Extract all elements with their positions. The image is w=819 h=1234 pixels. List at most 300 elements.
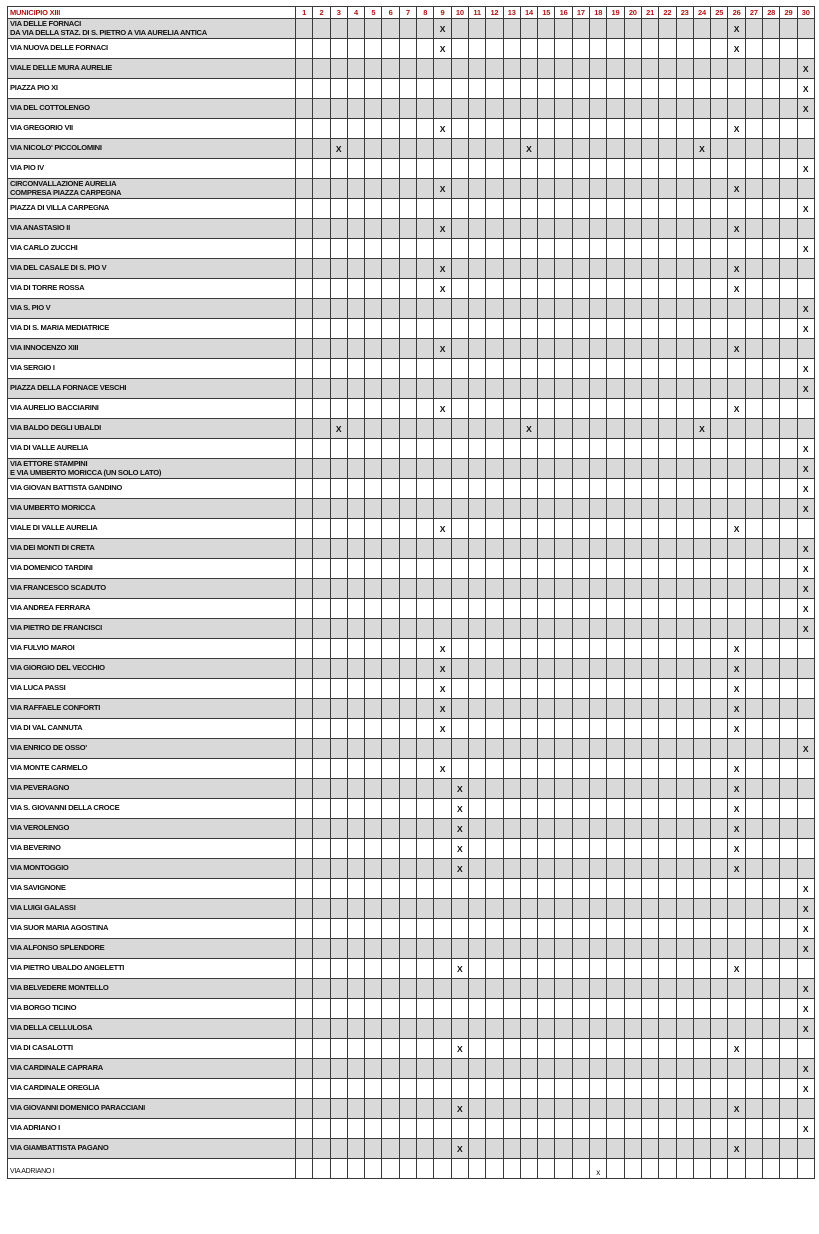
day-cell: [711, 919, 728, 939]
day-cell: [520, 1019, 537, 1039]
day-cell: [763, 219, 780, 239]
day-cell: [382, 699, 399, 719]
day-cell: [555, 459, 572, 479]
day-cell: [728, 419, 745, 439]
day-cell: [330, 199, 347, 219]
day-cell: [296, 199, 313, 219]
scheduled-mark: X: [434, 19, 451, 39]
day-cell: [382, 1039, 399, 1059]
day-cell: [659, 39, 676, 59]
day-cell: [555, 59, 572, 79]
day-cell: [624, 759, 641, 779]
day-cell: [676, 499, 693, 519]
day-cell: [624, 99, 641, 119]
day-header-24: 24: [693, 7, 710, 19]
day-cell: [676, 1139, 693, 1159]
day-cell: [503, 1099, 520, 1119]
day-cell: [434, 1159, 451, 1179]
day-cell: [624, 159, 641, 179]
day-cell: [399, 719, 416, 739]
day-cell: [590, 459, 607, 479]
day-cell: [434, 459, 451, 479]
day-cell: [763, 759, 780, 779]
day-cell: [330, 519, 347, 539]
day-cell: [763, 279, 780, 299]
day-cell: [468, 659, 485, 679]
day-cell: [399, 299, 416, 319]
day-cell: [693, 379, 710, 399]
day-cell: [624, 219, 641, 239]
scheduled-mark: X: [728, 279, 745, 299]
day-cell: [745, 1019, 762, 1039]
day-cell: [365, 1119, 382, 1139]
day-header-2: 2: [313, 7, 330, 19]
day-cell: [296, 859, 313, 879]
street-name: [8, 819, 296, 839]
day-cell: [797, 119, 814, 139]
day-cell: [365, 899, 382, 919]
day-cell: [676, 419, 693, 439]
scheduled-mark: X: [797, 539, 814, 559]
day-cell: [745, 699, 762, 719]
day-cell: [728, 439, 745, 459]
day-cell: [572, 1139, 589, 1159]
day-cell: [347, 439, 364, 459]
day-cell: [693, 1059, 710, 1079]
day-cell: [641, 599, 658, 619]
day-cell: [555, 599, 572, 619]
day-cell: [607, 99, 624, 119]
day-cell: [745, 479, 762, 499]
day-cell: [296, 339, 313, 359]
day-cell: [382, 419, 399, 439]
day-cell: [797, 859, 814, 879]
day-cell: [797, 699, 814, 719]
day-cell: [347, 699, 364, 719]
day-cell: [347, 339, 364, 359]
day-cell: [347, 639, 364, 659]
day-cell: [538, 199, 555, 219]
day-cell: [451, 119, 468, 139]
day-cell: [486, 159, 503, 179]
day-cell: [641, 99, 658, 119]
day-cell: [711, 259, 728, 279]
day-cell: [745, 19, 762, 39]
day-cell: [659, 159, 676, 179]
street-name-line: VIA SUOR MARIA AGOSTINA: [10, 923, 109, 933]
day-cell: [399, 1159, 416, 1179]
day-cell: [520, 839, 537, 859]
day-cell: [468, 559, 485, 579]
day-cell: [555, 1059, 572, 1079]
day-cell: [607, 19, 624, 39]
day-cell: [572, 579, 589, 599]
street-name-line: PIAZZA DI VILLA CARPEGNA: [10, 203, 109, 213]
header-row: [8, 7, 815, 19]
day-cell: [590, 799, 607, 819]
day-cell: [330, 919, 347, 939]
day-cell: [486, 839, 503, 859]
scheduled-mark: X: [797, 79, 814, 99]
day-cell: [711, 499, 728, 519]
day-cell: [434, 939, 451, 959]
day-cell: [797, 839, 814, 859]
day-cell: [399, 559, 416, 579]
scheduled-mark: X: [728, 779, 745, 799]
day-cell: [417, 719, 434, 739]
street-name-line: VIA ADRIANO I: [10, 1123, 60, 1133]
day-header-27: 27: [745, 7, 762, 19]
day-cell: [330, 1099, 347, 1119]
day-cell: [728, 1119, 745, 1139]
day-cell: [780, 299, 797, 319]
day-cell: [538, 599, 555, 619]
table-row: [8, 1139, 815, 1159]
day-cell: [382, 439, 399, 459]
scheduled-mark: X: [451, 859, 468, 879]
day-cell: [313, 399, 330, 419]
day-cell: [486, 1159, 503, 1179]
day-cell: [572, 319, 589, 339]
day-cell: [434, 1059, 451, 1079]
day-cell: [313, 119, 330, 139]
day-cell: [296, 179, 313, 199]
day-cell: [399, 139, 416, 159]
day-cell: [434, 999, 451, 1019]
day-cell: [347, 399, 364, 419]
day-cell: [365, 919, 382, 939]
street-name: [8, 399, 296, 419]
day-cell: [590, 559, 607, 579]
day-cell: [468, 459, 485, 479]
day-cell: [607, 459, 624, 479]
day-cell: [520, 499, 537, 519]
day-cell: [417, 399, 434, 419]
day-cell: [745, 39, 762, 59]
day-cell: [468, 1059, 485, 1079]
day-cell: [330, 599, 347, 619]
day-cell: [503, 59, 520, 79]
day-cell: [572, 1099, 589, 1119]
day-cell: [296, 59, 313, 79]
day-cell: [382, 219, 399, 239]
day-cell: [382, 199, 399, 219]
street-name: [8, 519, 296, 539]
day-cell: [607, 699, 624, 719]
table-row: [8, 499, 815, 519]
day-cell: [399, 679, 416, 699]
day-cell: [399, 459, 416, 479]
day-cell: [538, 239, 555, 259]
day-cell: [607, 399, 624, 419]
day-cell: [572, 899, 589, 919]
day-cell: [763, 659, 780, 679]
day-cell: [451, 99, 468, 119]
scheduled-mark: X: [434, 399, 451, 419]
day-cell: [503, 599, 520, 619]
day-cell: [520, 259, 537, 279]
day-cell: [590, 359, 607, 379]
day-cell: [555, 359, 572, 379]
street-name: [8, 479, 296, 499]
table-row: [8, 439, 815, 459]
day-cell: [296, 659, 313, 679]
day-cell: [451, 399, 468, 419]
day-cell: [417, 139, 434, 159]
day-cell: [676, 79, 693, 99]
day-cell: [780, 819, 797, 839]
day-cell: [503, 839, 520, 859]
day-cell: [538, 539, 555, 559]
day-cell: [365, 579, 382, 599]
day-cell: [503, 619, 520, 639]
day-cell: [745, 1039, 762, 1059]
day-cell: [607, 979, 624, 999]
day-cell: [451, 59, 468, 79]
day-cell: [347, 799, 364, 819]
day-cell: [538, 339, 555, 359]
day-cell: [313, 339, 330, 359]
day-header-20: 20: [624, 7, 641, 19]
day-cell: [468, 299, 485, 319]
day-cell: [711, 199, 728, 219]
day-cell: [313, 819, 330, 839]
day-cell: [538, 859, 555, 879]
day-cell: [659, 999, 676, 1019]
day-cell: [624, 799, 641, 819]
day-cell: [711, 999, 728, 1019]
day-cell: [590, 1059, 607, 1079]
day-cell: [745, 419, 762, 439]
day-cell: [538, 1099, 555, 1119]
day-cell: [745, 1139, 762, 1159]
street-name: [8, 119, 296, 139]
day-cell: [745, 839, 762, 859]
day-cell: [365, 479, 382, 499]
day-cell: [693, 919, 710, 939]
day-cell: [711, 1059, 728, 1079]
day-cell: [641, 559, 658, 579]
day-cell: [347, 379, 364, 399]
street-name-line: VIA DI CASALOTTI: [10, 1043, 73, 1053]
day-cell: [538, 979, 555, 999]
table-row: [8, 379, 815, 399]
street-name-line: VIA DELLA CELLULOSA: [10, 1023, 93, 1033]
day-cell: [520, 19, 537, 39]
day-cell: [763, 959, 780, 979]
day-cell: [468, 179, 485, 199]
day-cell: [624, 539, 641, 559]
day-cell: [676, 1039, 693, 1059]
scheduled-mark: X: [797, 199, 814, 219]
day-cell: [572, 1079, 589, 1099]
day-cell: [520, 779, 537, 799]
day-cell: [728, 1019, 745, 1039]
day-cell: [451, 219, 468, 239]
street-name: [8, 659, 296, 679]
day-cell: [330, 119, 347, 139]
day-cell: [676, 139, 693, 159]
day-cell: [659, 539, 676, 559]
day-cell: [365, 959, 382, 979]
day-cell: [382, 639, 399, 659]
day-cell: [745, 719, 762, 739]
day-cell: [520, 39, 537, 59]
street-name: [8, 159, 296, 179]
day-cell: [486, 679, 503, 699]
day-cell: [313, 659, 330, 679]
scheduled-mark: X: [797, 1119, 814, 1139]
day-cell: [641, 939, 658, 959]
day-cell: [417, 799, 434, 819]
day-cell: [313, 519, 330, 539]
day-cell: [330, 1159, 347, 1179]
day-cell: [780, 399, 797, 419]
day-cell: [451, 759, 468, 779]
day-cell: [468, 499, 485, 519]
day-cell: [365, 799, 382, 819]
day-cell: [434, 959, 451, 979]
day-cell: [676, 819, 693, 839]
day-cell: [382, 1099, 399, 1119]
day-cell: [520, 379, 537, 399]
day-cell: [330, 39, 347, 59]
day-cell: [330, 879, 347, 899]
day-cell: [676, 1019, 693, 1039]
street-name: [8, 719, 296, 739]
day-cell: [365, 639, 382, 659]
day-cell: [330, 559, 347, 579]
street-name-line: DA VIA DELLA STAZ. DI S. PIETRO A VIA AURELIA ANTICA: [10, 27, 207, 37]
day-cell: [693, 739, 710, 759]
day-cell: [468, 979, 485, 999]
day-cell: [659, 1079, 676, 1099]
day-cell: [347, 139, 364, 159]
day-cell: [641, 179, 658, 199]
day-cell: [711, 579, 728, 599]
day-cell: [399, 859, 416, 879]
scheduled-mark: X: [451, 819, 468, 839]
day-cell: [659, 299, 676, 319]
day-cell: [572, 139, 589, 159]
day-cell: [434, 419, 451, 439]
day-cell: [711, 119, 728, 139]
day-cell: [624, 299, 641, 319]
day-cell: [659, 1019, 676, 1039]
day-cell: [399, 699, 416, 719]
day-cell: [520, 1159, 537, 1179]
day-cell: [399, 259, 416, 279]
day-cell: [451, 639, 468, 659]
day-header-29: 29: [780, 7, 797, 19]
day-cell: [763, 979, 780, 999]
scheduled-mark: X: [434, 339, 451, 359]
day-cell: [590, 779, 607, 799]
day-cell: [624, 319, 641, 339]
day-cell: [434, 819, 451, 839]
day-cell: [780, 839, 797, 859]
day-cell: [555, 1139, 572, 1159]
day-cell: [728, 459, 745, 479]
day-cell: [676, 359, 693, 379]
day-cell: [382, 99, 399, 119]
day-cell: [434, 539, 451, 559]
day-cell: [468, 339, 485, 359]
day-cell: [417, 999, 434, 1019]
day-cell: [676, 759, 693, 779]
day-cell: [434, 1019, 451, 1039]
day-cell: [330, 1039, 347, 1059]
day-cell: [763, 1079, 780, 1099]
day-cell: [659, 1139, 676, 1159]
day-cell: [659, 119, 676, 139]
day-cell: [572, 1119, 589, 1139]
day-cell: [624, 679, 641, 699]
day-cell: [417, 619, 434, 639]
day-cell: [313, 599, 330, 619]
day-cell: [296, 759, 313, 779]
day-cell: [486, 639, 503, 659]
day-cell: [555, 399, 572, 419]
day-cell: [330, 579, 347, 599]
day-cell: [468, 1019, 485, 1039]
day-cell: [676, 259, 693, 279]
day-cell: [347, 1039, 364, 1059]
scheduled-mark: X: [520, 419, 537, 439]
day-cell: [434, 59, 451, 79]
day-cell: [745, 779, 762, 799]
day-cell: [659, 1099, 676, 1119]
day-cell: [763, 999, 780, 1019]
day-cell: [451, 1059, 468, 1079]
day-cell: [399, 839, 416, 859]
day-cell: [417, 219, 434, 239]
day-header-28: 28: [763, 7, 780, 19]
scheduled-mark: X: [728, 179, 745, 199]
day-cell: [451, 659, 468, 679]
day-cell: [382, 479, 399, 499]
day-cell: [313, 379, 330, 399]
day-cell: [382, 559, 399, 579]
day-cell: [503, 459, 520, 479]
day-cell: [572, 1159, 589, 1179]
day-cell: [330, 459, 347, 479]
day-cell: [624, 259, 641, 279]
day-cell: [434, 499, 451, 519]
day-cell: [296, 719, 313, 739]
day-cell: [520, 939, 537, 959]
day-cell: [780, 859, 797, 879]
day-cell: [538, 519, 555, 539]
day-cell: [538, 439, 555, 459]
day-cell: [780, 99, 797, 119]
scheduled-mark: X: [797, 459, 814, 479]
day-cell: [451, 879, 468, 899]
day-cell: [590, 239, 607, 259]
day-cell: [572, 499, 589, 519]
day-cell: [538, 279, 555, 299]
day-cell: [590, 639, 607, 659]
day-cell: [313, 1119, 330, 1139]
day-cell: [555, 319, 572, 339]
day-cell: [313, 279, 330, 299]
day-cell: [468, 699, 485, 719]
day-cell: [399, 319, 416, 339]
day-cell: [434, 239, 451, 259]
day-cell: [417, 179, 434, 199]
day-cell: [780, 519, 797, 539]
day-cell: [520, 1059, 537, 1079]
